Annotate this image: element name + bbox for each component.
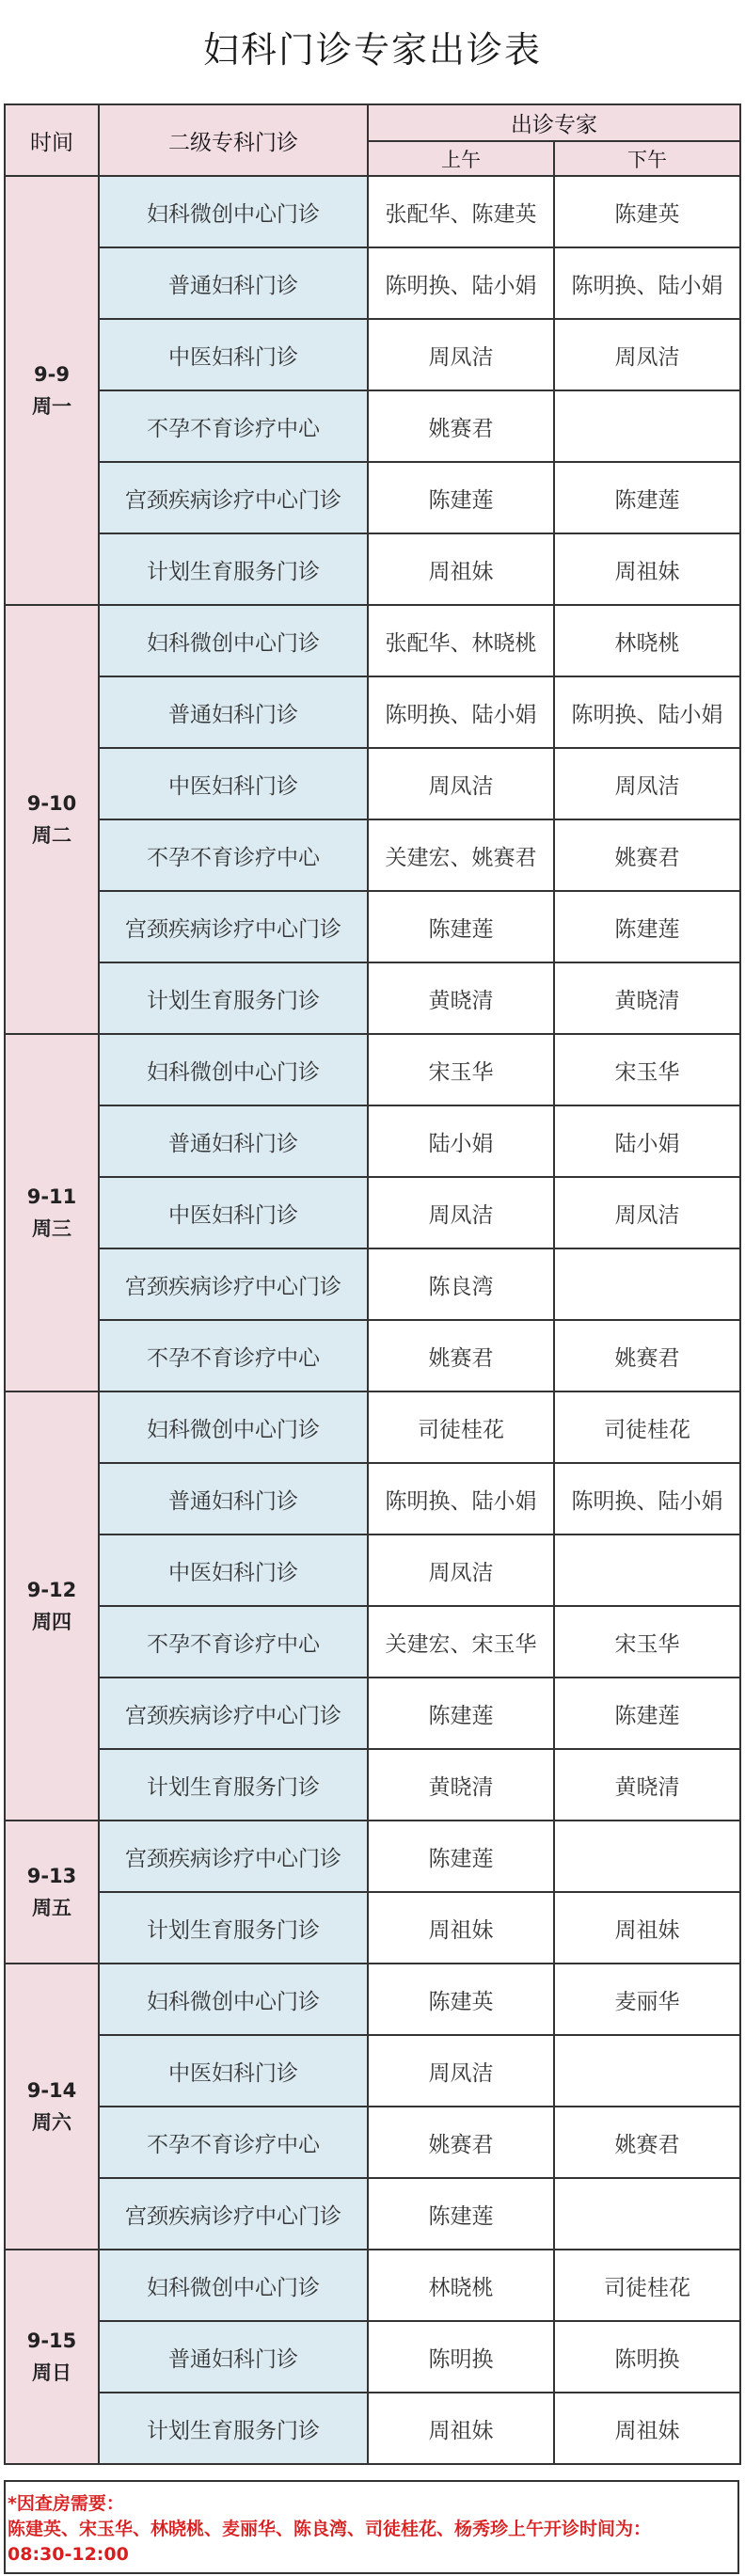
clinic-name: 宫颈疾病诊疗中心门诊 (99, 2178, 368, 2250)
pm-doctors: 陈建莲 (554, 1678, 740, 1749)
notice-doctors: 陈建英、宋玉华、林晓桃、麦丽华、陈良湾、司徒桂花、杨秀珍上午开诊时间为： (8, 2519, 652, 2539)
pm-doctors: 麦丽华 (554, 1964, 740, 2035)
am-doctors: 黄晓清 (368, 962, 554, 1034)
table-row (5, 1177, 740, 1248)
day-cell (5, 1391, 99, 1821)
table-row (5, 1248, 740, 1320)
pm-doctors: 姚赛君 (554, 1320, 740, 1391)
pm-doctors: 陆小娟 (554, 1105, 740, 1177)
clinic-name: 宫颈疾病诊疗中心门诊 (99, 1821, 368, 1892)
header-am: 上午 (368, 141, 554, 176)
clinic-name: 宫颈疾病诊疗中心门诊 (99, 1248, 368, 1320)
pm-doctors: 姚赛君 (554, 819, 740, 891)
am-doctors: 周凤洁 (368, 1534, 554, 1606)
table-row (5, 2107, 740, 2178)
clinic-name: 计划生育服务门诊 (99, 962, 368, 1034)
pm-doctors: 周凤洁 (554, 319, 740, 390)
day-date: 9-9 (34, 363, 70, 386)
table-row (5, 1964, 740, 2035)
table-row (5, 891, 740, 962)
header-experts: 出诊专家 (368, 104, 740, 141)
table-row (5, 1320, 740, 1391)
clinic-name: 不孕不育诊疗中心 (99, 390, 368, 462)
header-pm: 下午 (554, 141, 740, 176)
table-row (5, 1463, 740, 1534)
am-doctors: 陈建莲 (368, 1678, 554, 1749)
pm-doctors: 周祖妹 (554, 2393, 740, 2464)
am-doctors: 林晓桃 (368, 2250, 554, 2321)
day-weekday: 周二 (32, 824, 71, 847)
clinic-name: 不孕不育诊疗中心 (99, 1606, 368, 1678)
pm-doctors: 周凤洁 (554, 748, 740, 819)
day-date: 9-13 (26, 1865, 77, 1887)
table-row (5, 1892, 740, 1964)
clinic-name: 中医妇科门诊 (99, 319, 368, 390)
clinic-name: 普通妇科门诊 (99, 1105, 368, 1177)
day-cell (5, 176, 99, 605)
am-doctors: 陈良湾 (368, 1248, 554, 1320)
pm-doctors: 林晓桃 (554, 605, 740, 676)
day-weekday: 周五 (32, 1897, 71, 1919)
clinic-name: 宫颈疾病诊疗中心门诊 (99, 1678, 368, 1749)
clinic-name: 计划生育服务门诊 (99, 1892, 368, 1964)
table-row (5, 748, 740, 819)
am-doctors: 宋玉华 (368, 1034, 554, 1105)
clinic-name: 普通妇科门诊 (99, 1463, 368, 1534)
am-doctors: 关建宏、宋玉华 (368, 1606, 554, 1678)
am-doctors: 周凤洁 (368, 2035, 554, 2107)
am-doctors: 周凤洁 (368, 1177, 554, 1248)
table-row (5, 1678, 740, 1749)
am-doctors: 陈建莲 (368, 1821, 554, 1892)
pm-doctors (554, 1821, 740, 1892)
table-row (5, 1034, 740, 1105)
clinic-name: 中医妇科门诊 (99, 1177, 368, 1248)
table-row (5, 1606, 740, 1678)
header-clinic: 二级专科门诊 (99, 104, 368, 176)
pm-doctors (554, 1534, 740, 1606)
table-row (5, 676, 740, 748)
am-doctors: 陈明换 (368, 2321, 554, 2393)
clinic-name: 宫颈疾病诊疗中心门诊 (99, 891, 368, 962)
pm-doctors: 宋玉华 (554, 1034, 740, 1105)
clinic-name: 中医妇科门诊 (99, 1534, 368, 1606)
clinic-name: 妇科微创中心门诊 (99, 2250, 368, 2321)
clinic-name: 计划生育服务门诊 (99, 533, 368, 605)
pm-doctors: 周凤洁 (554, 1177, 740, 1248)
pm-doctors: 周祖妹 (554, 1892, 740, 1964)
clinic-name: 不孕不育诊疗中心 (99, 819, 368, 891)
pm-doctors (554, 2035, 740, 2107)
day-date: 9-14 (26, 2079, 77, 2102)
clinic-name: 妇科微创中心门诊 (99, 1391, 368, 1463)
am-doctors: 周凤洁 (368, 748, 554, 819)
table-row (5, 1534, 740, 1606)
table-row (5, 2250, 740, 2321)
table-row (5, 819, 740, 891)
am-doctors: 陈明换、陆小娟 (368, 1463, 554, 1534)
day-cell (5, 1821, 99, 1964)
day-cell (5, 1034, 99, 1391)
am-doctors: 陈明换、陆小娟 (368, 676, 554, 748)
table-row (5, 462, 740, 533)
pm-doctors: 陈建英 (554, 176, 740, 247)
pm-doctors: 司徒桂花 (554, 1391, 740, 1463)
pm-doctors: 陈建莲 (554, 462, 740, 533)
table-row (5, 2035, 740, 2107)
pm-doctors: 姚赛君 (554, 2107, 740, 2178)
am-doctors: 司徒桂花 (368, 1391, 554, 1463)
table-row (5, 1821, 740, 1892)
am-doctors: 周祖妹 (368, 533, 554, 605)
am-doctors: 张配华、陈建英 (368, 176, 554, 247)
am-doctors: 姚赛君 (368, 2107, 554, 2178)
table-header (5, 104, 740, 176)
table-row (5, 2178, 740, 2250)
day-date: 9-15 (26, 2330, 77, 2352)
am-doctors: 姚赛君 (368, 390, 554, 462)
schedule-table (4, 103, 741, 2465)
table-row (5, 390, 740, 462)
day-cell (5, 605, 99, 1034)
pm-doctors (554, 2178, 740, 2250)
pm-doctors: 陈明换、陆小娟 (554, 247, 740, 319)
am-doctors: 陈建莲 (368, 2178, 554, 2250)
pm-doctors: 陈明换、陆小娟 (554, 676, 740, 748)
am-doctors: 陈建莲 (368, 462, 554, 533)
header-time: 时间 (5, 104, 99, 176)
clinic-name: 不孕不育诊疗中心 (99, 1320, 368, 1391)
day-cell (5, 2250, 99, 2464)
clinic-name: 妇科微创中心门诊 (99, 1034, 368, 1105)
table-row (5, 1105, 740, 1177)
am-doctors: 陆小娟 (368, 1105, 554, 1177)
clinic-name: 中医妇科门诊 (99, 2035, 368, 2107)
am-doctors: 陈建莲 (368, 891, 554, 962)
table-row (5, 176, 740, 247)
clinic-name: 普通妇科门诊 (99, 676, 368, 748)
day-weekday: 周四 (32, 1611, 71, 1633)
pm-doctors (554, 1248, 740, 1320)
table-row (5, 533, 740, 605)
clinic-name: 妇科微创中心门诊 (99, 176, 368, 247)
day-weekday: 周六 (32, 2111, 71, 2134)
table-row (5, 2321, 740, 2393)
table-row (5, 2393, 740, 2464)
am-doctors: 张配华、林晓桃 (368, 605, 554, 676)
clinic-name: 计划生育服务门诊 (99, 1749, 368, 1821)
am-doctors: 关建宏、姚赛君 (368, 819, 554, 891)
day-date: 9-10 (26, 792, 77, 815)
day-weekday: 周日 (32, 2361, 71, 2384)
am-doctors: 周凤洁 (368, 319, 554, 390)
table-row (5, 962, 740, 1034)
clinic-name: 妇科微创中心门诊 (99, 1964, 368, 2035)
table-row (5, 605, 740, 676)
am-doctors: 周祖妹 (368, 1892, 554, 1964)
notice-box (4, 2480, 739, 2574)
am-doctors: 周祖妹 (368, 2393, 554, 2464)
notice-hours: 08:30-12:00 (8, 2544, 129, 2565)
day-date: 9-11 (26, 1185, 77, 1208)
pm-doctors: 陈明换 (554, 2321, 740, 2393)
am-doctors: 陈建英 (368, 1964, 554, 2035)
schedule-body (5, 176, 740, 2464)
am-doctors: 黄晓清 (368, 1749, 554, 1821)
day-weekday: 周三 (32, 1217, 71, 1240)
am-doctors: 陈明换、陆小娟 (368, 247, 554, 319)
table-row (5, 1749, 740, 1821)
pm-doctors: 周祖妹 (554, 533, 740, 605)
day-date: 9-12 (26, 1579, 77, 1601)
clinic-name: 不孕不育诊疗中心 (99, 2107, 368, 2178)
pm-doctors: 陈明换、陆小娟 (554, 1463, 740, 1534)
table-row (5, 319, 740, 390)
clinic-name: 中医妇科门诊 (99, 748, 368, 819)
pm-doctors (554, 390, 740, 462)
day-weekday: 周一 (32, 395, 71, 418)
clinic-name: 宫颈疾病诊疗中心门诊 (99, 462, 368, 533)
page-title: 妇科门诊专家出诊表 (202, 29, 542, 71)
table-row (5, 1391, 740, 1463)
day-cell (5, 1964, 99, 2250)
clinic-name: 妇科微创中心门诊 (99, 605, 368, 676)
clinic-name: 普通妇科门诊 (99, 2321, 368, 2393)
table-row (5, 247, 740, 319)
clinic-name: 计划生育服务门诊 (99, 2393, 368, 2464)
notice-title: *因查房需要： (8, 2493, 124, 2514)
pm-doctors: 黄晓清 (554, 962, 740, 1034)
clinic-name: 普通妇科门诊 (99, 247, 368, 319)
pm-doctors: 司徒桂花 (554, 2250, 740, 2321)
pm-doctors: 陈建莲 (554, 891, 740, 962)
pm-doctors: 宋玉华 (554, 1606, 740, 1678)
pm-doctors: 黄晓清 (554, 1749, 740, 1821)
am-doctors: 姚赛君 (368, 1320, 554, 1391)
